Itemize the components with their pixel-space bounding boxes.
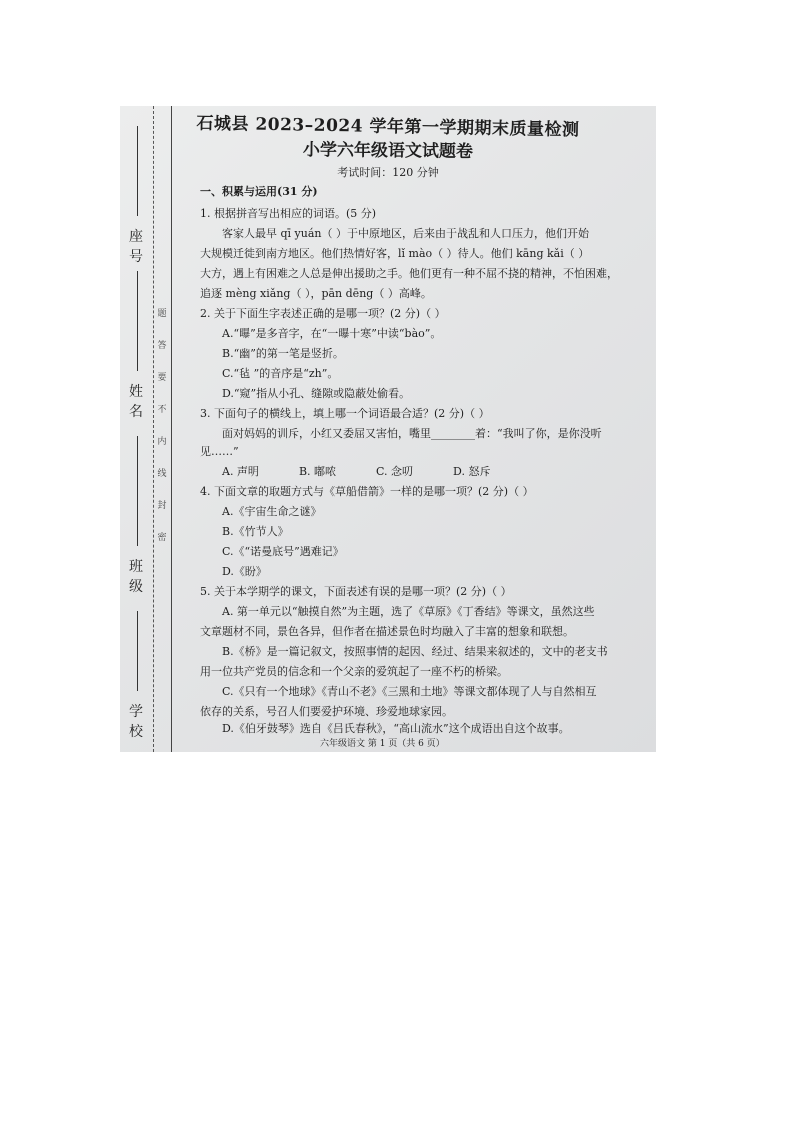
question-5-option-c: C.《只有一个地球》《青山不老》《三黑和土地》等课文都体现了人与自然相互 [222,685,597,698]
exam-time: 考试时间：120 分钟 [337,166,439,179]
question-3-option: C. 念叨 [376,465,414,478]
seal-char: 不 [157,405,167,415]
question-5-option-c-cont: 依存的关系，号召人们要爱护环境、珍爱地球家园。 [200,705,453,718]
question-2-option-c: C.“毡 ”的音序是“zh”。 [222,367,339,380]
question-4-option-c: C.《“诺曼底号”遇难记》 [222,545,344,558]
question-4-option-d: D.《盼》 [222,565,267,578]
question-1-line: 客家人最早 qī yuán（ ）于中原地区，后来由于战乱和人口压力，他们开始 [222,227,589,240]
question-4-stem: 4. 下面文章的取题方式与《草船借箭》一样的是哪一项？(2 分)（ ） [200,485,534,498]
section-heading: 一、积累与运用(31 分) [200,185,318,198]
school-label: 学校 [129,704,143,740]
question-5-option-b-cont: 用一位共产党员的信念和一个父亲的爱筑起了一座不朽的桥梁。 [200,665,508,678]
question-2-option-a: A.“曝”是多音字，在“一曝十寒”中读“bào”。 [222,327,442,340]
question-5-option-a: A. 第一单元以“触摸自然”为主题，选了《草原》《丁香结》等课文，虽然这些 [222,605,595,618]
dashed-seal-line [153,106,154,752]
question-2-option-d: D.“窥”指从小孔、缝隙或隐蔽处偷看。 [222,387,411,400]
seal-char: 要 [157,373,167,383]
seal-char: 内 [157,437,167,447]
question-2-stem: 2. 关于下面生字表述正确的是哪一项？(2 分)（ ） [200,307,446,320]
question-5-stem: 5. 关于本学期学的课文，下面表述有误的是哪一项？(2 分)（ ） [200,585,512,598]
question-4-option-b: B.《竹节人》 [222,525,289,538]
page-footer: 六年级语文 第 1 页（共 6 页） [320,739,445,749]
exam-title: 石城县 2023–2024 学年第一学期期末质量检测 [196,113,580,141]
question-1-line: 追逐 mèng xiǎng（ ），pān dēng（ ）高峰。 [200,287,432,300]
seal-char: 答 [157,341,167,351]
question-3-line: 面对妈妈的训斥，小红又委屈又害怕，嘴里________着：“我叫了你，是你没听 [222,427,602,440]
name-label: 姓名 [129,384,143,420]
question-5-option-d: D.《伯牙鼓琴》选自《吕氏春秋》，“高山流水”这个成语出自这个故事。 [222,722,570,735]
margin-border-line [171,106,172,752]
exam-photo [120,106,656,752]
name-line [137,271,138,371]
question-5-option-a-cont: 文章题材不同，景色各异，但作者在描述景色时均融入了丰富的想象和联想。 [200,625,574,638]
question-1-stem: 1. 根据拼音写出相应的词语。(5 分) [200,207,377,220]
question-1-line: 大规模迁徙到南方地区。他们热情好客，lǐ mào（ ）待人。他们 kāng kǎi（ ） [200,247,590,260]
question-3-option: A. 声明 [222,465,259,478]
seal-char: 题 [157,309,167,319]
question-2-option-b: B.“幽”的第一笔是竖折。 [222,347,344,360]
question-3-option: B. 嘟哝 [298,465,337,478]
school-line [137,611,138,691]
class-line [137,436,138,546]
question-4-option-a: A.《宇宙生命之谜》 [222,505,322,518]
class-label: 班级 [129,559,143,595]
question-3-options [222,462,530,482]
seat-number-line [137,126,138,216]
binding-margin [120,106,172,752]
question-3-line: 见……” [200,445,239,458]
question-5-option-b: B.《桥》是一篇记叙文，按照事情的起因、经过、结果来叙述的，文中的老支书 [222,645,608,658]
question-1-line: 大方，遇上有困难之人总是伸出援助之手。他们更有一种不屈不挠的精神，不怕困难， [200,267,618,280]
seal-char: 线 [157,469,167,479]
seat-number-label: 座号 [129,229,143,265]
question-3-option: D. 怒斥 [453,465,491,478]
seal-char: 密 [157,533,167,543]
exam-subtitle: 小学六年级语文试题卷 [302,140,474,162]
seal-char: 封 [157,501,167,511]
question-3-stem: 3. 下面句子的横线上，填上哪一个词语最合适？(2 分)（ ） [200,407,490,420]
